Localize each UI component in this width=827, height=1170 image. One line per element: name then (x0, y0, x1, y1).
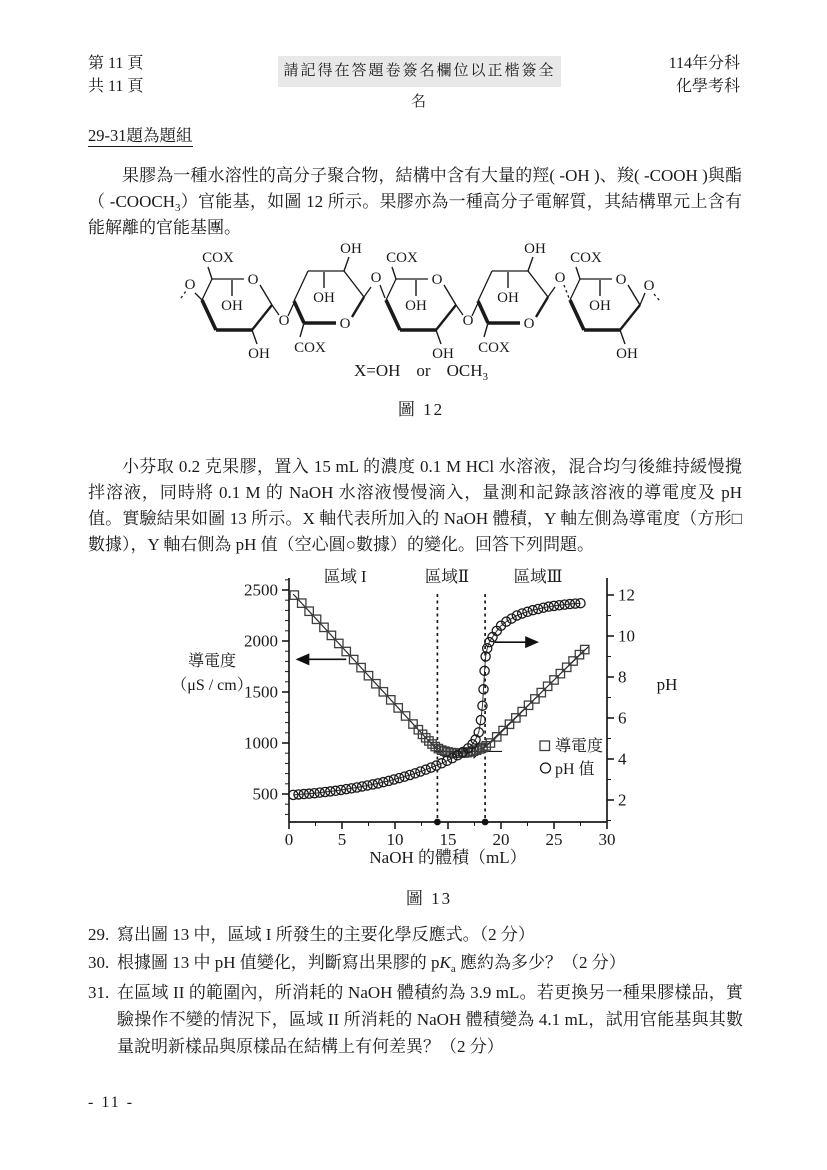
left-axis-label: 導電度 (187, 653, 237, 670)
signature-notice: 請記得在答題卷簽名欄位以正楷簽全名 (278, 56, 561, 87)
figure12-caption: 圖 12 (397, 400, 445, 419)
x-axis-label: NaOH 的體積（mL） (369, 848, 527, 866)
svg-text:500: 500 (252, 784, 278, 804)
svg-text:10: 10 (386, 830, 404, 849)
svg-text:4: 4 (618, 749, 627, 769)
question-30 (88, 949, 743, 976)
conductivity-series (290, 591, 589, 758)
intro-paragraph: 果膠為一種水溶性的高分子聚合物，結構中含有大量的羥( -OH )、羧( -COOH )與酯（ $-COOCH_3$）官能基，如圖 12 所示。果膠亦為一種高分子電解質，其結構單元上含有能解離的官能基團。 (88, 166, 742, 237)
question-31-number: 31. (88, 983, 110, 1002)
svg-text:pH 值: pH 值 (555, 761, 595, 778)
svg-text:COX: COX (478, 340, 510, 356)
question-30-number: 30. (88, 953, 110, 972)
svg-text:25: 25 (545, 830, 563, 849)
svg-text:COX: COX (202, 250, 234, 266)
question-30-text: 根據圖 13 中 pH 值變化，判斷寫出果膠的 $pK_a$ 應約為多少？（2 分） (117, 953, 626, 975)
svg-text:OH: OH (340, 241, 362, 257)
svg-text:OH: OH (248, 346, 270, 361)
svg-text:10: 10 (618, 626, 635, 646)
page-info-line1: 第 11 頁 (88, 55, 144, 72)
boundary-dot (434, 819, 441, 826)
svg-text:2000: 2000 (244, 631, 278, 651)
svg-text:2: 2 (618, 790, 627, 810)
svg-text:OH: OH (432, 346, 454, 361)
svg-text:OH: OH (221, 298, 243, 314)
svg-text:6: 6 (618, 708, 627, 728)
right-axis-label: pH (656, 675, 678, 694)
pKa-subscript-a: a (450, 963, 456, 975)
right-arrow-icon (526, 637, 537, 647)
subscript-3: 3 (174, 202, 181, 214)
axis-arrows (298, 637, 537, 664)
pKa-K: K (439, 953, 451, 972)
axes (289, 578, 607, 822)
svg-text:O: O (523, 316, 535, 332)
question-31 (88, 979, 743, 1060)
exam-info-line1: 114年分科 (668, 55, 740, 72)
svg-text:OH: OH (589, 298, 611, 314)
svg-text:OH: OH (405, 298, 427, 314)
svg-text:0: 0 (284, 830, 294, 849)
chart-legend (540, 737, 603, 778)
question-group-title: 29-31題為題組 (88, 126, 193, 145)
svg-text:O: O (554, 270, 566, 286)
region-label-3: 區域Ⅲ (513, 567, 563, 586)
question-31-text: 在區域 II 的範圍內，所消耗的 NaOH 體積約為 3.9 mL。若更換另一種果膠樣品，實驗操作不變的情況下，區域 II 所消耗的 NaOH 體積變為 4.1 mL，試用官能基與其數量說明新樣品與原樣品在結構上有何差異？（2 分） (117, 983, 743, 1056)
boundary-dot (482, 819, 489, 826)
figure13-caption: 圖 13 (405, 889, 453, 908)
page-number-footer: - 11 - (88, 1094, 135, 1111)
svg-text:1000: 1000 (244, 733, 278, 753)
svg-text:1500: 1500 (244, 682, 278, 702)
svg-text:O: O (278, 313, 290, 329)
question-29-text: 寫出圖 13 中，區域 I 所發生的主要化學反應式。（2 分） (117, 925, 535, 944)
page-info-line2: 共 11 頁 (88, 78, 144, 95)
svg-text:8: 8 (618, 667, 627, 687)
svg-text:2500: 2500 (244, 580, 278, 600)
legend-circle-icon (541, 763, 551, 773)
svg-text:OH: OH (313, 290, 335, 306)
svg-text:COX: COX (386, 250, 418, 266)
svg-text:O: O (431, 272, 443, 288)
svg-text:OH: OH (616, 346, 638, 361)
page-info (88, 52, 143, 98)
experiment-paragraph: 小芬取 0.2 克果膠，置入 15 mL 的濃度 0.1 M HCl 水溶液，混合均勻後維持緩慢攪拌溶液，同時將 0.1 M 的 NaOH 水溶液慢慢滴入，量測和記錄該溶液的導電度及 pH 值。實驗結果如圖 13 所示。X 軸代表所加入的 NaOH 體積，Y 軸左側為導電度（方形□數據），Y 軸右側為 pH 值（空心圓○數據）的變化。回答下列問題。 (88, 457, 742, 554)
svg-text:O: O (247, 272, 259, 288)
svg-text:30: 30 (598, 830, 616, 849)
titration-chart (168, 566, 690, 866)
region-label-2: 區域Ⅱ (424, 567, 470, 586)
exam-info (669, 52, 740, 98)
svg-text:12: 12 (618, 585, 635, 605)
subscript-3: 3 (482, 371, 488, 383)
svg-text:導電度: 導電度 (555, 738, 604, 755)
left-series-line (294, 595, 584, 753)
x-substituent-note: X=OH or $OCH_3$ (354, 361, 488, 383)
svg-text:OH: OH (497, 290, 519, 306)
svg-text:15: 15 (439, 830, 457, 849)
pectin-structure-figure (178, 241, 664, 361)
question-29-number: 29. (88, 925, 110, 944)
region-label-1: 區域 I (323, 567, 367, 586)
structure-drawing (181, 241, 660, 361)
question-29 (88, 921, 743, 948)
svg-text:OH: OH (524, 241, 546, 257)
svg-text:20: 20 (492, 830, 510, 849)
svg-text:O: O (615, 272, 627, 288)
svg-text:O: O (339, 316, 351, 332)
svg-text:O: O (370, 270, 382, 286)
left-arrow-icon (298, 655, 309, 665)
exam-info-line2: 化學考科 (675, 78, 740, 95)
svg-text:5: 5 (337, 830, 347, 849)
svg-text:（μS / cm）: （μS / cm） (171, 677, 253, 694)
svg-text:COX: COX (570, 250, 602, 266)
svg-text:O: O (643, 278, 655, 294)
legend-square-icon (540, 741, 550, 751)
svg-text:O: O (184, 277, 196, 293)
svg-text:COX: COX (294, 340, 326, 356)
svg-text:O: O (462, 313, 474, 329)
